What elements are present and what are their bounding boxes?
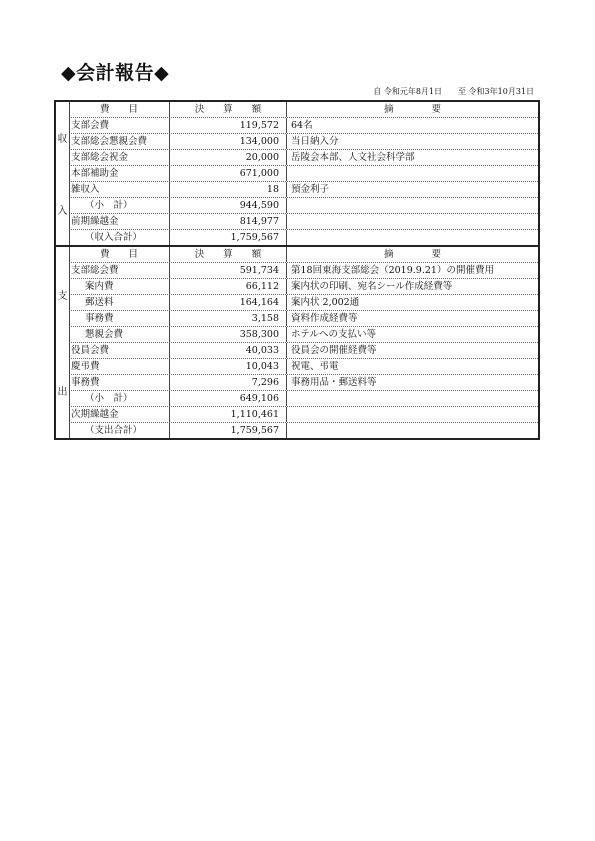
cell-note bbox=[287, 166, 538, 181]
cell-note: 岳陵会本部、人文社会科学部 bbox=[291, 152, 415, 163]
income-table-row bbox=[69, 214, 538, 230]
cell-item: （収入合計） bbox=[69, 230, 170, 245]
cell-item: 支部会費 bbox=[69, 118, 170, 133]
cell-amount: 164,164 bbox=[170, 295, 287, 310]
expense-table-row bbox=[69, 343, 538, 359]
cell-item: 本部補助金 bbox=[69, 166, 170, 181]
income-table-row bbox=[69, 182, 538, 198]
expense-section bbox=[56, 245, 538, 438]
cell-amount: 10,043 bbox=[170, 359, 287, 374]
cell-item: 郵送料 bbox=[69, 295, 170, 310]
accounting-table bbox=[54, 100, 540, 440]
expense-table-row bbox=[69, 375, 538, 391]
cell-note: 当日納入分 bbox=[291, 136, 339, 147]
cell-amount: 1,759,567 bbox=[170, 230, 287, 245]
cell-amount: 814,977 bbox=[170, 214, 287, 229]
cell-note bbox=[287, 230, 538, 245]
income-table-row bbox=[69, 166, 538, 182]
expense-table-row bbox=[69, 423, 538, 438]
cell-amount: 40,033 bbox=[170, 343, 287, 358]
cell-amount: 66,112 bbox=[170, 279, 287, 294]
header-item: 費 目 bbox=[99, 104, 138, 115]
income-table-row bbox=[69, 118, 538, 134]
expense-header-row bbox=[69, 247, 538, 263]
cell-item: 事務費 bbox=[69, 311, 170, 326]
cell-item: （支出合計） bbox=[69, 423, 170, 438]
cell-note: 資料作成経費等 bbox=[291, 313, 358, 324]
cell-item: 支部総会費 bbox=[69, 263, 170, 278]
cell-note: 案内状の印刷、宛名シール作成経費等 bbox=[291, 281, 453, 292]
expense-table-row bbox=[69, 327, 538, 343]
cell-amount: 944,590 bbox=[170, 198, 287, 213]
expense-side-top: 支 bbox=[57, 291, 68, 303]
cell-item: 事務費 bbox=[69, 375, 170, 390]
cell-note: 64名 bbox=[291, 120, 313, 131]
cell-amount: 134,000 bbox=[170, 134, 287, 149]
expense-table-row bbox=[69, 263, 538, 279]
cell-note bbox=[287, 198, 538, 213]
cell-item: 支部総会祝金 bbox=[69, 150, 170, 165]
cell-note: 祝電、弔電 bbox=[291, 361, 339, 372]
expense-table-row bbox=[69, 295, 538, 311]
cell-amount: 20,000 bbox=[170, 150, 287, 165]
cell-item: （小 計） bbox=[69, 198, 170, 213]
header-note: 摘 要 bbox=[383, 104, 441, 115]
expense-table-row bbox=[69, 311, 538, 327]
expense-side-bottom: 出 bbox=[57, 386, 68, 398]
income-section bbox=[56, 102, 538, 245]
cell-amount: 18 bbox=[170, 182, 287, 197]
cell-item: 案内費 bbox=[69, 279, 170, 294]
cell-amount: 7,296 bbox=[170, 375, 287, 390]
cell-note: 役員会の開催経費等 bbox=[291, 345, 377, 356]
income-table-row bbox=[69, 150, 538, 166]
cell-item: 雑収入 bbox=[69, 182, 170, 197]
cell-note: 案内状 2,002通 bbox=[291, 297, 360, 308]
income-header-row bbox=[69, 102, 538, 118]
cell-item: 役員会費 bbox=[69, 343, 170, 358]
expense-table-row bbox=[69, 279, 538, 295]
expense-side-label bbox=[56, 247, 70, 438]
expense-table-row bbox=[69, 391, 538, 407]
cell-note: 第18回東海支部総会（2019.9.21）の開催費用 bbox=[291, 265, 494, 276]
page-title: ◆会計報告◆ bbox=[61, 62, 170, 84]
income-rows bbox=[69, 102, 538, 245]
income-table-row bbox=[69, 134, 538, 150]
cell-note: 事務用品・郵送料等 bbox=[291, 377, 377, 388]
cell-note bbox=[287, 423, 538, 438]
income-side-label bbox=[56, 102, 70, 245]
income-side-top: 収 bbox=[57, 134, 68, 146]
cell-amount: 671,000 bbox=[170, 166, 287, 181]
expense-table-row bbox=[69, 407, 538, 423]
cell-amount: 591,734 bbox=[170, 263, 287, 278]
cell-item: 慶弔費 bbox=[69, 359, 170, 374]
cell-amount: 1,759,567 bbox=[170, 423, 287, 438]
header-note: 摘 要 bbox=[383, 249, 441, 260]
cell-note bbox=[287, 407, 538, 422]
cell-note: 預金利子 bbox=[291, 184, 330, 195]
expense-table-row bbox=[69, 359, 538, 375]
cell-amount: 119,572 bbox=[170, 118, 287, 133]
cell-amount: 1,110,461 bbox=[170, 407, 287, 422]
cell-item: 支部総会懇親会費 bbox=[69, 134, 170, 149]
income-table-row bbox=[69, 230, 538, 245]
cell-item: （小 計） bbox=[69, 391, 170, 406]
header-amount: 決 算 額 bbox=[194, 104, 262, 115]
cell-amount: 358,300 bbox=[170, 327, 287, 342]
cell-amount: 3,158 bbox=[170, 311, 287, 326]
cell-note bbox=[287, 214, 538, 229]
income-side-bottom: 入 bbox=[57, 205, 68, 217]
cell-item: 前期繰越金 bbox=[69, 214, 170, 229]
cell-note bbox=[287, 391, 538, 406]
cell-note: ホテルへの支払い等 bbox=[291, 329, 377, 340]
report-period: 自 令和元年8月1日 至 令和3年10月31日 bbox=[373, 87, 534, 96]
cell-amount: 649,106 bbox=[170, 391, 287, 406]
income-table-row bbox=[69, 198, 538, 214]
header-item: 費 目 bbox=[99, 249, 138, 260]
expense-rows bbox=[69, 247, 538, 438]
cell-item: 懇親会費 bbox=[69, 327, 170, 342]
header-amount: 決 算 額 bbox=[194, 249, 262, 260]
cell-item: 次期繰越金 bbox=[69, 407, 170, 422]
